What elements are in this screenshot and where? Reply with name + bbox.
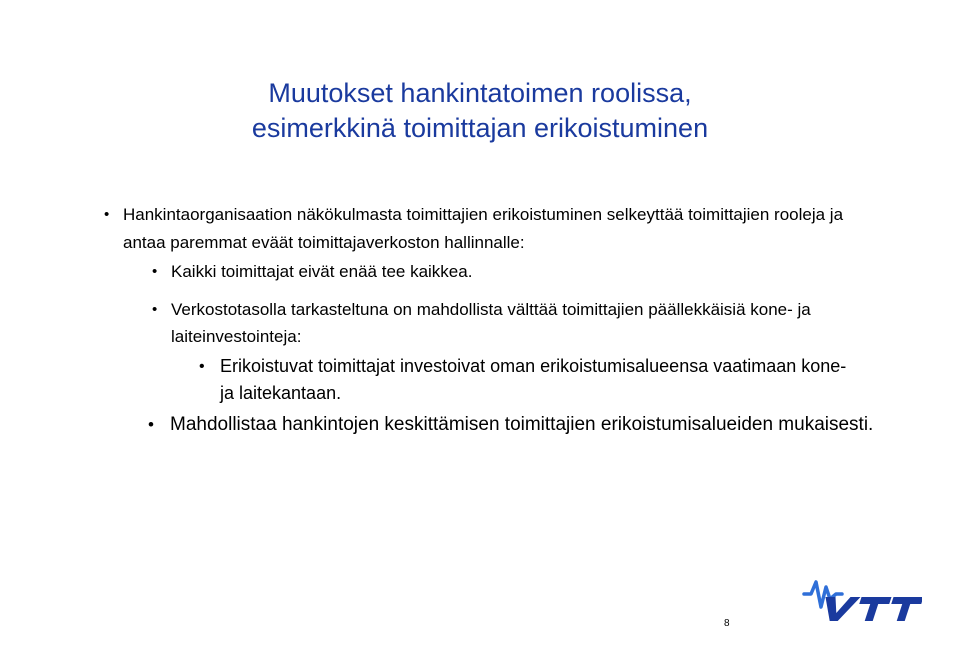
bullet-item-3: [152, 296, 811, 350]
bullet-text: Hankintaorganisaation näkökulmasta toimittajien erikoistuminen selkeyttää toimittajien rooleja ja antaa paremmat eväät toimittajaverkoston hallinnalle:: [123, 205, 844, 252]
bullet-text: Mahdollistaa hankintojen keskittämisen toimittajien erikoistumisalueiden mukaisesti.: [170, 414, 874, 435]
logo-letter-t2: [886, 597, 922, 621]
bullet-text: Verkostotasolla tarkasteltuna on mahdollista välttää toimittajien päällekkäisiä kone- ja laiteinvestointeja:: [171, 300, 811, 346]
bullet-item-4: [199, 353, 860, 407]
vtt-waveform-logo-icon: [802, 577, 922, 623]
slide-title-line-1: Muutokset hankintatoimen roolissa,: [268, 78, 692, 108]
bullet-dot: •: [152, 263, 158, 280]
logo-letters: [818, 597, 922, 621]
bullet-item-5: [148, 411, 910, 439]
bullet-item-1: [104, 201, 863, 257]
slide-title: [200, 76, 760, 146]
page-number: 8: [724, 618, 730, 629]
bullet-text: Erikoistuvat toimittajat investoivat oman erikoistumisalueensa vaatimaan kone- ja laitekantaan.: [220, 356, 847, 403]
bullet-item-2: [152, 258, 771, 286]
logo-waveform: [804, 582, 842, 607]
bullet-dot: •: [104, 206, 110, 223]
bullet-dot: •: [148, 415, 154, 434]
logo-letter-t1: [854, 597, 892, 621]
slide-title-line-2: esimerkkinä toimittajan erikoistuminen: [251, 113, 709, 143]
bullet-dot: •: [152, 301, 158, 318]
bullet-text: Kaikki toimittajat eivät enää tee kaikkea.: [171, 262, 473, 281]
bullet-dot: •: [199, 358, 205, 375]
